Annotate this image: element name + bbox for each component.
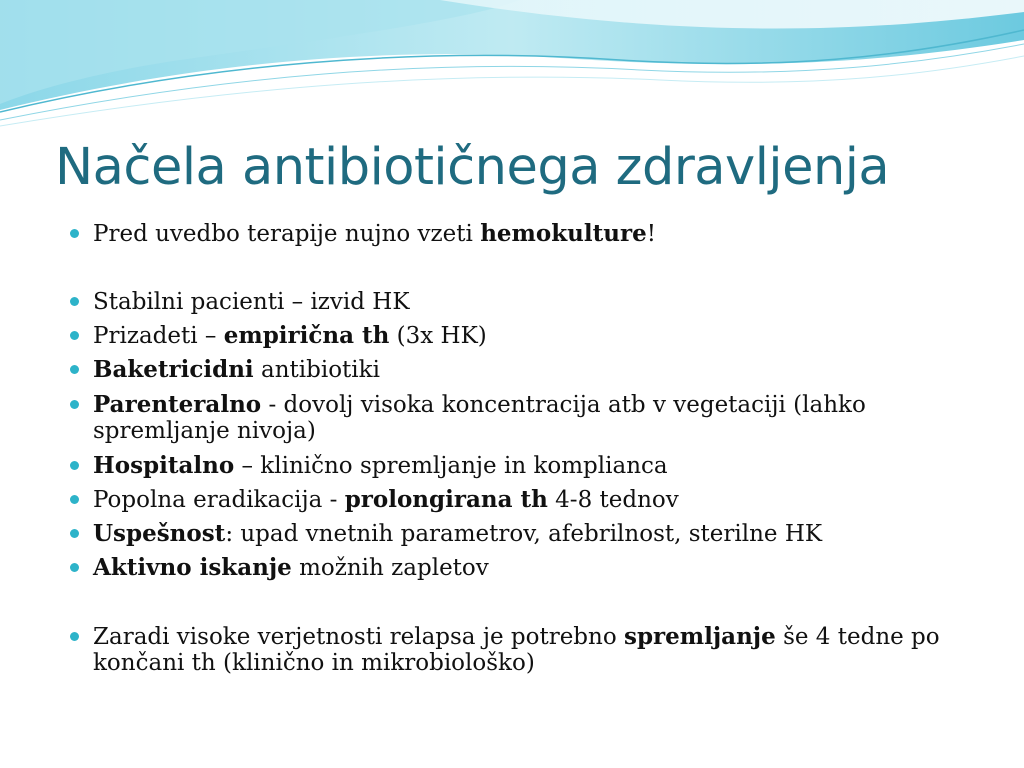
bullet-dot-icon <box>70 529 79 538</box>
bullet-dot-icon <box>70 563 79 572</box>
bullet-dot-icon <box>70 229 79 238</box>
bullet-item: Baketricidni antibiotiki <box>93 357 993 383</box>
bullet-item: Popolna eradikacija - prolongirana th 4-8 tednov <box>93 487 993 513</box>
bullet-dot-icon <box>70 495 79 504</box>
bullet-item: Hospitalno – klinično spremljanje in komplianca <box>93 453 993 479</box>
bullet-item: Stabilni pacienti – izvid HK <box>93 289 993 315</box>
bullet-dot-icon <box>70 400 79 409</box>
bullet-item: Uspešnost: upad vnetnih parametrov, afebrilnost, sterilne HK <box>93 521 993 547</box>
bullet-dot-icon <box>70 461 79 470</box>
bullet-dot-icon <box>70 632 79 641</box>
slide-title: Načela antibiotičnega zdravljenja <box>55 138 890 197</box>
bullet-dot-icon <box>70 297 79 306</box>
bullet-item: Zaradi visoke verjetnosti relapsa je potrebno spremljanje še 4 tedne po končani th (klinično in mikrobiološko) <box>93 624 993 676</box>
bullet-item: Pred uvedbo terapije nujno vzeti hemokulture! <box>93 221 993 247</box>
bullet-dot-icon <box>70 331 79 340</box>
bullet-dot-icon <box>70 365 79 374</box>
bullet-item: Parenteralno - dovolj visoka koncentracija atb v vegetaciji (lahko spremljanje nivoja) <box>93 392 993 444</box>
bullet-item: Prizadeti – empirična th (3x HK) <box>93 323 993 349</box>
bullet-item: Aktivno iskanje možnih zapletov <box>93 555 993 581</box>
